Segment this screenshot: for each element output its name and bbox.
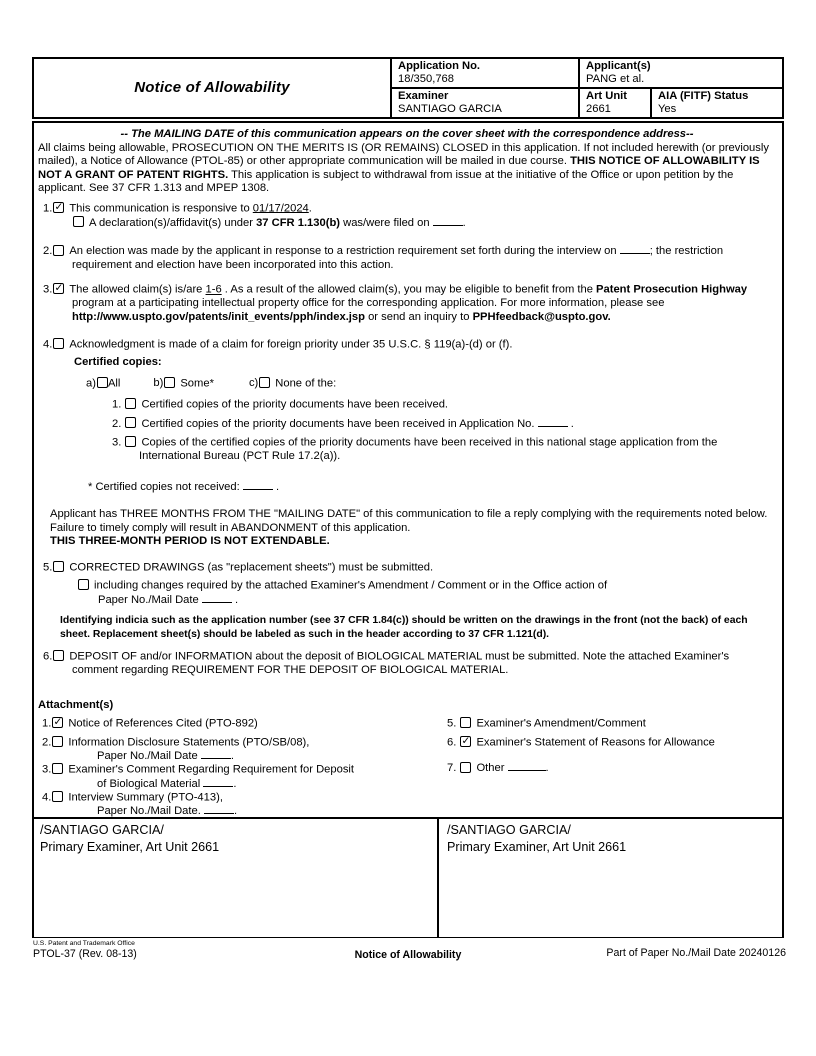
- art-unit-label: Art Unit: [586, 90, 628, 102]
- footer-form-number: PTOL-37 (Rev. 08-13): [33, 948, 137, 960]
- certified-copies-options: [36, 377, 778, 391]
- attachment-1-checkbox[interactable]: ✓: [53, 717, 63, 728]
- option-a-label: a): [86, 377, 96, 389]
- item-3-text: The allowed claim(s) is/are: [69, 283, 206, 296]
- option-b-label: b): [153, 377, 164, 389]
- mailing-date-line: -- The MAILING DATE of this communication appears on the cover sheet with the correspondence address--: [120, 128, 694, 140]
- certified-note-blank-field: [243, 480, 273, 490]
- attachments-left-column: [38, 712, 447, 818]
- item-2-checkbox[interactable]: [53, 245, 64, 256]
- pph-url: http://www.uspto.gov/patents/init_events/pph/index.jsp: [72, 310, 365, 323]
- signature-block: [32, 817, 784, 937]
- allowed-claims: 1-6: [205, 283, 222, 296]
- attachment-4-sub-end: .: [233, 805, 238, 817]
- attachment-7-checkbox[interactable]: [460, 762, 471, 773]
- form-title-cell: [34, 59, 392, 117]
- attachments-list: [36, 712, 778, 818]
- attachment-2-sub-text: Paper No./Mail Date: [97, 750, 201, 762]
- certified-copies-note: [36, 480, 778, 495]
- item-6-text: DEPOSIT OF and/or INFORMATION about the deposit of BIOLOGICAL MATERIAL must be submitted. Note the attached Examiner's comment regarding REQUIREMENT FOR THE DEPOSIT OF BIOLOGICAL MATERIAL.: [69, 650, 730, 676]
- three-month-bold-line: THIS THREE-MONTH PERIOD IS NOT EXTENDABLE.: [50, 535, 330, 547]
- attachment-3-subline: [38, 777, 447, 791]
- item-6-checkbox[interactable]: [53, 650, 64, 661]
- item-6: [36, 650, 778, 678]
- attachment-3-number: 3.: [42, 763, 52, 776]
- attachment-2-subline: [38, 749, 447, 763]
- item-4: [36, 338, 778, 352]
- attachment-4: [38, 791, 447, 805]
- form-title: Notice of Allowability: [134, 79, 290, 97]
- examiner-value: SANTIAGO GARCIA: [398, 103, 502, 115]
- attachment-2-blank-field: [201, 749, 231, 759]
- item-3: [36, 283, 778, 324]
- attachment-3-text: Examiner's Comment Regarding Requirement for Deposit: [68, 763, 355, 776]
- option-a-checkbox[interactable]: [97, 377, 108, 388]
- attachment-6-text: Examiner's Statement of Reasons for Allowance: [476, 736, 715, 748]
- attachment-5-number: 5.: [447, 717, 457, 730]
- item-5-checkbox[interactable]: [53, 561, 64, 572]
- signature-right-cell: [439, 819, 784, 937]
- responsive-date: 01/17/2024: [252, 202, 309, 214]
- attachment-7: [447, 761, 778, 775]
- applicants-value: PANG et al.: [586, 73, 645, 85]
- item-1a: [36, 216, 778, 231]
- item-1-number: 1.: [43, 202, 53, 214]
- item-1-text-end: .: [308, 202, 312, 214]
- attachment-5-checkbox[interactable]: [460, 717, 471, 728]
- attachment-2-checkbox[interactable]: [52, 736, 63, 747]
- footer-document-title: Notice of Allowability: [354, 949, 462, 961]
- attachment-3-checkbox[interactable]: [52, 763, 63, 774]
- attachment-5-text: Examiner's Amendment/Comment: [476, 717, 646, 730]
- option-b-text: Some*: [180, 377, 214, 389]
- attachment-7-number: 7.: [447, 762, 457, 774]
- attachment-4-number: 4.: [42, 791, 52, 803]
- item-3-text-2: . As a result of the allowed claim(s), you may be eligible to benefit from the: [221, 283, 597, 296]
- certified-sub-1-number: 1.: [112, 398, 122, 410]
- aia-status-label: AIA (FITF) Status: [658, 90, 749, 102]
- item-6-number: 6.: [43, 650, 53, 663]
- attachment-2: [38, 736, 447, 750]
- item-5-text: CORRECTED DRAWINGS (as "replacement sheets") must be submitted.: [69, 561, 434, 573]
- pph-program-name: Patent Prosecution Highway: [596, 283, 748, 296]
- examiner-title-right: Primary Examiner, Art Unit 2661: [447, 839, 627, 854]
- certified-sub-2-text-end: .: [567, 417, 574, 430]
- art-unit-value: 2661: [586, 103, 611, 115]
- certified-sub-3: [36, 436, 778, 464]
- art-unit-cell: [578, 89, 650, 117]
- header-table: [32, 57, 784, 119]
- attachment-3: [38, 763, 447, 777]
- attachment-4-sub-text: Paper No./Mail Date.: [97, 805, 204, 817]
- intro-text: All claims being allowable, PROSECUTION ON THE MERITS IS (OR REMAINS) CLOSED in this application. If not included herewith (or previously mailed), a Notice of Allowance (PTOL-85) or other appropriate communication will be mailed in due course.: [38, 141, 769, 167]
- signature-left-cell: [32, 819, 439, 937]
- attachment-1-text: Notice of References Cited (PTO-892): [68, 717, 258, 730]
- certified-sub-1: [36, 398, 778, 412]
- item-1-text: This communication is responsive to: [69, 202, 253, 214]
- intro-paragraph: [38, 142, 778, 196]
- item-5a-line-1: [36, 579, 778, 593]
- application-no-cell: [392, 59, 578, 87]
- certified-sub-2-checkbox[interactable]: [125, 417, 136, 428]
- item-5a-text: including changes required by the attached Examiner's Amendment / Comment or in the Office action of: [94, 579, 608, 591]
- pph-email: PPHfeedback@uspto.gov.: [472, 310, 611, 323]
- certified-sub-2-number: 2.: [112, 417, 122, 430]
- examiner-signature-left: /SANTIAGO GARCIA/: [40, 823, 164, 837]
- certified-sub-2-blank-field: [538, 417, 568, 427]
- item-1a-text-2: was/were filed on: [340, 216, 433, 229]
- item-1a-text: A declaration(s)/affidavit(s) under: [89, 216, 257, 229]
- attachment-7-blank-field: [508, 761, 546, 771]
- footer-office-name: U.S. Patent and Trademark Office: [33, 940, 135, 947]
- examiner-signature-right: /SANTIAGO GARCIA/: [447, 823, 571, 837]
- item-5-number: 5.: [43, 561, 53, 573]
- certified-sub-1-checkbox[interactable]: [125, 398, 136, 409]
- item-2-text: An election was made by the applicant in response to a restriction requirement set forth during the interview on: [69, 245, 620, 257]
- examiner-label: Examiner: [398, 90, 449, 102]
- item-5a-text-2: Paper No./Mail Date: [98, 593, 202, 606]
- intro-text-2: This application is subject to withdrawal from issue at the initiative of the Office or upon petition by the applicant. See 37 CFR 1.313 and MPEP 1308.: [38, 168, 734, 194]
- intro-bold-text: THIS NOTICE OF ALLOWABILITY IS NOT A GRANT OF PATENT RIGHTS.: [38, 155, 760, 181]
- item-3-checkbox[interactable]: ✓: [54, 283, 64, 294]
- attachment-1: [38, 717, 447, 731]
- attachment-6: [447, 736, 778, 750]
- examiner-cell: [392, 89, 578, 117]
- item-1-checkbox[interactable]: ✓: [54, 201, 64, 213]
- examiner-title-left: Primary Examiner, Art Unit 2661: [40, 839, 220, 854]
- item-5a-blank-field: [202, 593, 232, 603]
- attachment-6-checkbox[interactable]: ✓: [461, 735, 471, 747]
- footer-paper-date: Part of Paper No./Mail Date 20240126: [606, 947, 786, 959]
- attachment-4-blank-field: [204, 804, 234, 814]
- item-5: [36, 561, 778, 575]
- attachment-3-blank-field: [203, 777, 233, 787]
- item-2-number: 2.: [43, 245, 53, 257]
- item-2-blank-field: [620, 244, 650, 254]
- aia-status-cell: [650, 89, 782, 117]
- item-5a-text-end: .: [231, 593, 239, 606]
- item-1: [36, 202, 778, 216]
- item-1a-text-end: .: [462, 216, 466, 229]
- option-a-text: All: [107, 377, 121, 389]
- certified-sub-2-text: Certified copies of the priority documents have been received in Application No.: [141, 417, 538, 430]
- attachment-2-text: Information Disclosure Statements (PTO/SB/08),: [68, 736, 310, 748]
- attachment-6-number: 6.: [447, 736, 457, 748]
- applicants-cell: [578, 59, 782, 87]
- item-3-number: 3.: [43, 283, 53, 296]
- attachment-1-number: 1.: [42, 717, 52, 730]
- application-no-value: 18/350,768: [398, 73, 454, 85]
- option-c-checkbox[interactable]: [259, 377, 270, 388]
- certified-copies-label: Certified copies:: [74, 356, 162, 368]
- certified-sub-2: [36, 417, 778, 432]
- identifying-indicia-note: Identifying indicia such as the application number (see 37 CFR 1.84(c)) should be written on the drawings in the front (not the back) of each sheet. Replacement sheet(s) should be labeled as such in the header according to 37 CFR 1.121(d).: [60, 615, 748, 640]
- attachment-7-text-end: .: [545, 762, 549, 774]
- three-month-paragraph: Applicant has THREE MONTHS FROM THE "MAILING DATE" of this communication to file a reply complying with the requirements noted below. Failure to timely comply will result in ABANDONMENT of this application.: [50, 508, 768, 534]
- item-1a-checkbox[interactable]: [73, 216, 84, 227]
- attachment-2-number: 2.: [42, 736, 52, 748]
- attachment-5: [447, 717, 778, 731]
- item-5a-line-2: [36, 593, 778, 608]
- attachments-right-column: [447, 712, 778, 818]
- application-no-label: Application No.: [398, 60, 481, 72]
- attachment-3-sub-text: of Biological Material: [97, 777, 204, 790]
- attachment-4-subline: [38, 804, 447, 818]
- option-b-checkbox[interactable]: [164, 377, 175, 388]
- option-c-text: None of the:: [275, 377, 337, 389]
- item-1a-blank-field: [433, 216, 463, 226]
- item-3-text-3: program at a participating intellectual property office for the corresponding application. For more information, please see: [72, 297, 665, 309]
- item-2-text-end: ; the restriction requirement and election have been incorporated into this action.: [72, 245, 724, 271]
- certified-sub-3-number: 3.: [112, 436, 122, 449]
- item-2: [36, 244, 778, 272]
- item-4-checkbox[interactable]: [53, 338, 64, 349]
- item-4-text: Acknowledgment is made of a claim for foreign priority under 35 U.S.C. § 119(a)-(d) or (f).: [69, 338, 513, 351]
- item-1a-cfr-ref: 37 CFR 1.130(b): [256, 216, 341, 229]
- attachment-2-sub-end: .: [230, 750, 234, 762]
- attachment-3-sub-end: .: [233, 777, 237, 790]
- item-4-number: 4.: [43, 338, 53, 351]
- attachment-4-text: Interview Summary (PTO-413),: [68, 791, 223, 803]
- attachment-7-text: Other: [476, 762, 508, 774]
- main-body-box: [32, 121, 784, 938]
- option-c-label: c): [248, 377, 259, 389]
- applicants-label: Applicant(s): [586, 60, 651, 72]
- certified-sub-3-checkbox[interactable]: [125, 436, 136, 447]
- certified-note-text-end: .: [272, 480, 280, 493]
- item-5a-checkbox[interactable]: [78, 579, 89, 590]
- item-3-text-4: or send an inquiry to: [364, 310, 473, 323]
- certified-sub-1-text: Certified copies of the priority documents have been received.: [141, 398, 449, 410]
- aia-status-value: Yes: [658, 103, 677, 115]
- attachment-4-checkbox[interactable]: [52, 791, 63, 802]
- attachments-heading: Attachment(s): [38, 698, 114, 711]
- certified-note-text: * Certified copies not received:: [88, 480, 243, 493]
- certified-sub-3-text: Copies of the certified copies of the priority documents have been received in this national stage application from the International Bureau (PCT Rule 17.2(a)).: [139, 436, 718, 462]
